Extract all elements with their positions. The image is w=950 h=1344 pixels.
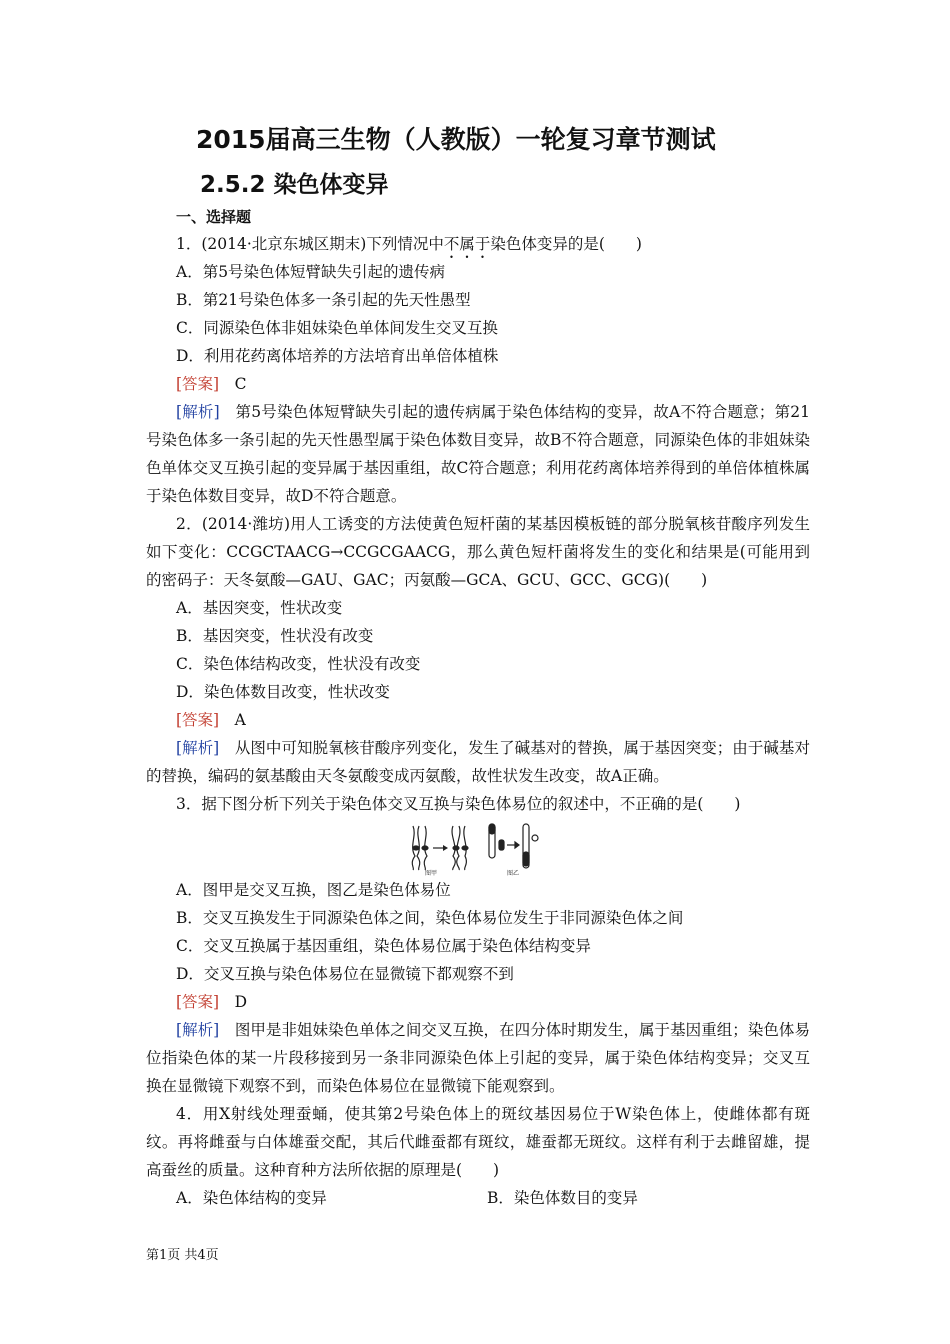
q3-analysis <box>146 1016 810 1100</box>
q3-option-c: C．交叉互换属于基因重组，染色体易位属于染色体结构变异 <box>176 937 591 955</box>
q1-answer-value: C <box>234 375 247 393</box>
answer-tag: [答案] <box>176 375 220 393</box>
q1-option-a: A．第5号染色体短臂缺失引起的遗传病 <box>176 263 446 281</box>
q1-stem-before: 1．(2014·北京东城区期末)下列情况中 <box>176 235 444 253</box>
q1-analysis <box>146 398 810 510</box>
q1-answer <box>146 370 810 398</box>
q3-analysis-text: 图甲是非姐妹染色单体之间交叉互换，在四分体时期发生，属于基因重组；染色体易位指染色体的某一片段移接到另一条非同源染色体上引起的变异，属于染色体结构变异；交叉互换在显微镜下观察不到，而染色体易位在显微镜下能观察到。 <box>146 1021 810 1095</box>
q4-options-row <box>146 1184 810 1212</box>
q1-option-d: D．利用花药离体培养的方法培育出单倍体植株 <box>176 347 499 365</box>
question-1-stem <box>146 230 810 258</box>
page-footer: 第1页 共4页 <box>146 1248 219 1263</box>
section-title: 一、选择题 <box>176 208 252 226</box>
q2-analysis-text: 从图中可知脱氧核苷酸序列变化，发生了碱基对的替换，属于基因突变；由于碱基对的替换，编码的氨基酸由天冬氨酸变成丙氨酸，故性状发生改变，故A正确。 <box>146 739 810 785</box>
q2-analysis <box>146 734 810 790</box>
q2-option-d: D．染色体数目改变，性状改变 <box>176 683 390 701</box>
q3-option-d: D．交叉互换与染色体易位在显微镜下都观察不到 <box>176 965 514 983</box>
q1-stem-after: 染色体变异的是( ) <box>490 235 642 253</box>
q3-option-a: A．图甲是交叉互换，图乙是染色体易位 <box>176 881 451 899</box>
q4-option-b: B．染色体数目的变异 <box>487 1189 638 1207</box>
figure-a-label: 图甲 <box>425 870 438 876</box>
analysis-tag: [解析] <box>176 1021 220 1039</box>
q1-option-b: B．第21号染色体多一条引起的先天性愚型 <box>176 291 471 309</box>
question-4-stem: 4．用X射线处理蚕蛹，使其第2号染色体上的斑纹基因易位于W染色体上，使雌体都有斑纹。再将雌蚕与白体雄蚕交配，其后代雌蚕都有斑纹，雄蚕都无斑纹。这样有利于去雌留雄，提高蚕丝的质量。这种育种方法所依据的原理是( ) <box>146 1105 810 1179</box>
question-3-stem: 3．据下图分析下列关于染色体交叉互换与染色体易位的叙述中，不正确的是( ) <box>176 795 741 813</box>
q2-answer <box>146 706 810 734</box>
chromosome-diagram <box>403 820 553 876</box>
analysis-tag: [解析] <box>176 739 220 757</box>
analysis-tag: [解析] <box>176 403 220 421</box>
question-2-stem: 2．(2014·潍坊)用人工诱变的方法使黄色短杆菌的某基因模板链的部分脱氧核苷酸序列发生如下变化：CCGCTAACG→CCGCGAACG，那么黄色短杆菌将发生的变化和结果是(可能用到的密码子：天冬氨酸—GAU、GAC；丙氨酸—GCA、GCU、GCC、GCG)( ) <box>146 515 810 589</box>
q4-option-a: A．染色体结构的变异 <box>176 1189 327 1207</box>
q2-option-b: B．基因突变，性状没有改变 <box>176 627 374 645</box>
figure-b-chromosomes <box>489 824 538 868</box>
chromosome-figure <box>146 820 810 876</box>
q1-emphasis: 不属于 <box>443 235 491 253</box>
figure-b-label: 图乙 <box>507 870 520 876</box>
q2-answer-value: A <box>234 711 246 729</box>
q3-answer-value: D <box>234 993 248 1011</box>
q1-analysis-text: 第5号染色体短臂缺失引起的遗传病属于染色体结构的变异，故A不符合题意；第21号染色体多一条引起的先天性愚型属于染色体数目变异，故B不符合题意，同源染色体的非姐妹染色单体交叉互换引起的变异属于基因重组，故C符合题意；利用花药离体培养得到的单倍体植株属于染色体数目变异，故D不符合题意。 <box>146 403 810 505</box>
q1-option-c: C．同源染色体非姐妹染色单体间发生交叉互换 <box>176 319 498 337</box>
document-title: 2015届高三生物（人教版）一轮复习章节测试 <box>196 125 716 154</box>
q2-option-c: C．染色体结构改变，性状没有改变 <box>176 655 421 673</box>
q3-answer <box>146 988 810 1016</box>
q2-option-a: A．基因突变，性状改变 <box>176 599 343 617</box>
answer-tag: [答案] <box>176 993 220 1011</box>
document-subtitle: 2.5.2 染色体变异 <box>200 172 389 198</box>
figure-a-chromosomes <box>412 826 428 870</box>
q3-option-b: B．交叉互换发生于同源染色体之间，染色体易位发生于非同源染色体之间 <box>176 909 684 927</box>
answer-tag: [答案] <box>176 711 220 729</box>
document-body <box>146 204 810 1212</box>
